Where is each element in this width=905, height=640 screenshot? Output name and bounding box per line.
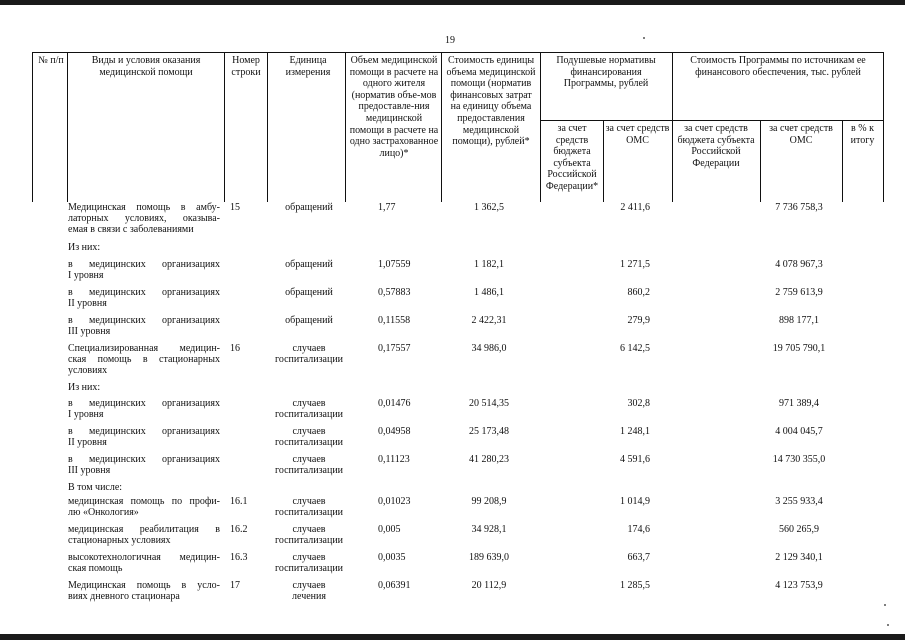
row-percap-oms: 860,2: [627, 287, 650, 298]
row-description-line: виях дневного стационара: [68, 591, 180, 603]
row-volume: 0,0035: [378, 552, 406, 563]
row-program-oms: 14 730 355,0: [772, 454, 826, 465]
row-description-line: в медицинских организациях: [68, 259, 220, 270]
row-description-line: в медицинских организациях: [68, 315, 220, 326]
row-unit: [268, 259, 350, 270]
row-description: [68, 426, 220, 448]
scan-speck: [887, 624, 889, 626]
row-volume: 0,06391: [378, 580, 411, 591]
row-unit-line: госпитализации: [274, 465, 344, 477]
col-border: [842, 120, 843, 202]
header-percap-oms: за счет средств ОМС: [605, 123, 670, 146]
row-unit-line: обращений: [285, 259, 333, 270]
row-description-line: ская помощь: [68, 563, 123, 575]
row-description: [68, 482, 220, 493]
row-volume: 0,17557: [378, 343, 411, 354]
page-number: 19: [445, 35, 455, 46]
row-program-oms: 19 705 790,1: [772, 343, 826, 354]
row-percap-oms: 6 142,5: [620, 343, 650, 354]
row-percap-oms: 663,7: [627, 552, 650, 563]
row-cost: 20 514,35: [469, 398, 509, 409]
row-description-line: Медицинская помощь в амбу-: [68, 202, 220, 213]
row-unit: [268, 580, 350, 602]
row-percap-oms: 174,6: [627, 524, 650, 535]
row-percap-oms: 302,8: [627, 398, 650, 409]
row-description: [68, 580, 220, 602]
row-line-number: 16: [230, 343, 240, 354]
row-description: [68, 287, 220, 309]
row-description-line: II уровня: [68, 437, 107, 449]
row-unit: [268, 398, 350, 420]
row-cost: 189 639,0: [469, 552, 509, 563]
row-line-number: 16.2: [230, 524, 248, 535]
row-line-number: 15: [230, 202, 240, 213]
row-description-line: В том числе:: [68, 482, 123, 493]
header-program-budget: за счет средств бюджета субъекта Российской Федерации: [677, 123, 755, 169]
row-description-line: в медицинских организациях: [68, 398, 220, 409]
row-description-line: ская помощь в стационарных: [68, 354, 220, 366]
scan-speck: [884, 604, 886, 606]
header-unit: Единица измерения: [285, 55, 331, 78]
row-description-line: лю «Онкология»: [68, 507, 139, 519]
row-unit-line: случаев: [292, 524, 326, 535]
row-volume: 1,77: [378, 202, 396, 213]
row-description-line: медицинская помощь по профи-: [68, 496, 220, 507]
row-percap-oms: 4 591,6: [620, 454, 650, 465]
col-border: [603, 120, 604, 202]
row-unit-line: случаев: [292, 343, 326, 354]
row-volume: 0,01023: [378, 496, 411, 507]
row-description: [68, 202, 220, 236]
row-description-line: латорных условиях, оказыва-: [68, 213, 220, 225]
col-border: [67, 52, 68, 202]
row-description-line: I уровня: [68, 270, 104, 282]
row-unit-line: случаев: [292, 426, 326, 437]
row-volume: 0,01476: [378, 398, 411, 409]
scan-speck: [643, 37, 645, 39]
row-percap-oms: 1 248,1: [620, 426, 650, 437]
row-description-line: стационарных условиях: [68, 535, 171, 547]
row-description: [68, 315, 220, 337]
col-border: [672, 52, 673, 202]
row-description-line: Медицинская помощь в усло-: [68, 580, 220, 591]
row-program-oms: 4 004 045,7: [775, 426, 823, 437]
header-line: Номер строки: [231, 55, 261, 78]
row-description: [68, 259, 220, 281]
row-description: [68, 496, 220, 518]
row-program-oms: 2 129 340,1: [775, 552, 823, 563]
row-line-number: 16.3: [230, 552, 248, 563]
row-unit-line: случаев: [292, 496, 326, 507]
col-border: [267, 52, 268, 202]
row-description: [68, 552, 220, 574]
row-cost: 20 112,9: [471, 580, 507, 591]
row-cost: 1 182,1: [474, 259, 504, 270]
row-unit-line: госпитализации: [274, 563, 344, 575]
row-volume: 0,57883: [378, 287, 411, 298]
row-description-line: Из них:: [68, 242, 101, 253]
row-unit-line: обращений: [285, 287, 333, 298]
row-percap-oms: 1 014,9: [620, 496, 650, 507]
row-description-line: в медицинских организациях: [68, 454, 220, 465]
percap-subheader-border: [540, 120, 672, 121]
header-program-pct: в % к итогу: [850, 123, 875, 146]
col-border: [345, 52, 346, 202]
row-unit-line: случаев: [292, 552, 326, 563]
header-cost: Стоимость единицы объема медицинской помощи (норматив финансовых затрат на единицу объема предоставления медицинской помощи), рублей*: [446, 55, 536, 148]
row-volume: 0,04958: [378, 426, 411, 437]
header-kind: Виды и условия оказания медицинской помощи: [91, 55, 201, 78]
row-unit: [268, 496, 350, 518]
header-program-oms: за счет средств ОМС: [769, 123, 833, 146]
row-cost: 34 928,1: [471, 524, 507, 535]
row-cost: 99 208,9: [471, 496, 507, 507]
row-program-oms: 4 123 753,9: [775, 580, 823, 591]
row-unit-line: случаев: [292, 454, 326, 465]
row-unit-line: госпитализации: [274, 437, 344, 449]
row-volume: 0,11558: [378, 315, 411, 326]
row-program-oms: 898 177,1: [779, 315, 819, 326]
row-description: [68, 343, 220, 377]
row-unit: [268, 343, 350, 365]
row-unit-line: случаев: [292, 398, 326, 409]
row-description-line: медицинская реабилитация в: [68, 524, 220, 535]
row-unit-line: госпитализации: [274, 507, 344, 519]
row-cost: 41 280,23: [469, 454, 509, 465]
col-border: [32, 52, 33, 202]
row-unit: [268, 287, 350, 298]
row-program-oms: 4 078 967,3: [775, 259, 823, 270]
header-percap-budget: за счет средств бюджета субъекта Российской Федерации*: [545, 123, 599, 192]
row-unit: [268, 454, 350, 476]
row-description-line: Из них:: [68, 382, 101, 393]
header-percap: Подушевые нормативы финансирования Программы, рублей: [556, 55, 656, 90]
row-description-line: емая в связи с заболеваниями: [68, 224, 194, 236]
row-description: [68, 382, 220, 393]
row-unit: [268, 202, 350, 213]
row-program-oms: 7 736 758,3: [775, 202, 823, 213]
row-unit-line: госпитализации: [274, 409, 344, 421]
row-unit: [268, 552, 350, 574]
top-scan-edge: [0, 0, 905, 5]
row-description-line: III уровня: [68, 465, 111, 477]
row-unit-line: госпитализации: [274, 354, 344, 366]
row-program-oms: 560 265,9: [779, 524, 819, 535]
row-unit: [268, 315, 350, 326]
row-description-line: в медицинских организациях: [68, 287, 220, 298]
row-cost: 25 173,48: [469, 426, 509, 437]
row-description-line: I уровня: [68, 409, 104, 421]
col-border: [224, 52, 225, 202]
row-description: [68, 242, 220, 253]
row-unit-line: госпитализации: [274, 535, 344, 547]
row-volume: 0,11123: [378, 454, 410, 465]
row-program-oms: 971 389,4: [779, 398, 819, 409]
row-description: [68, 398, 220, 420]
row-unit-line: обращений: [285, 202, 333, 213]
header-program: Стоимость Программы по источникам ее финансового обеспечения, тыс. рублей: [690, 55, 866, 78]
row-description-line: II уровня: [68, 298, 107, 310]
col-border: [540, 52, 541, 202]
row-line-number: 16.1: [230, 496, 248, 507]
program-subheader-border: [672, 120, 883, 121]
row-program-oms: 3 255 933,4: [775, 496, 823, 507]
row-description: [68, 524, 220, 546]
row-percap-oms: 2 411,6: [620, 202, 650, 213]
row-unit: [268, 524, 350, 546]
row-description-line: III уровня: [68, 326, 111, 338]
row-description-line: Специализированная медицин-: [68, 343, 220, 354]
row-percap-oms: 279,9: [627, 315, 650, 326]
row-percap-oms: 1 271,5: [620, 259, 650, 270]
row-unit: [268, 426, 350, 448]
row-program-oms: 2 759 613,9: [775, 287, 823, 298]
col-border: [441, 52, 442, 202]
row-volume: 1,07559: [378, 259, 411, 270]
row-unit-line: случаев: [292, 580, 326, 591]
header-volume: Объем медицинской помощи в расчете на одного жителя (норматив объе-мов предоставле-ния медицинской помощи в расчете на одно застрахованное лицо)*: [349, 55, 439, 159]
col-border: [883, 52, 884, 202]
row-cost: 2 422,31: [471, 315, 507, 326]
row-line-number: 17: [230, 580, 240, 591]
col-border: [760, 120, 761, 202]
row-cost: 34 986,0: [471, 343, 507, 354]
header-num: № п/п: [38, 55, 64, 66]
bottom-scan-edge: [0, 634, 905, 640]
row-volume: 0,005: [378, 524, 401, 535]
table-top-border: [32, 52, 883, 53]
row-percap-oms: 1 285,5: [620, 580, 650, 591]
row-unit-line: лечения: [292, 591, 326, 603]
row-description-line: высокотехнологичная медицин-: [68, 552, 220, 563]
row-cost: 1 486,1: [474, 287, 504, 298]
row-description-line: условиях: [68, 365, 108, 377]
row-cost: 1 362,5: [474, 202, 504, 213]
row-description-line: в медицинских организациях: [68, 426, 220, 437]
row-unit-line: обращений: [285, 315, 333, 326]
row-description: [68, 454, 220, 476]
